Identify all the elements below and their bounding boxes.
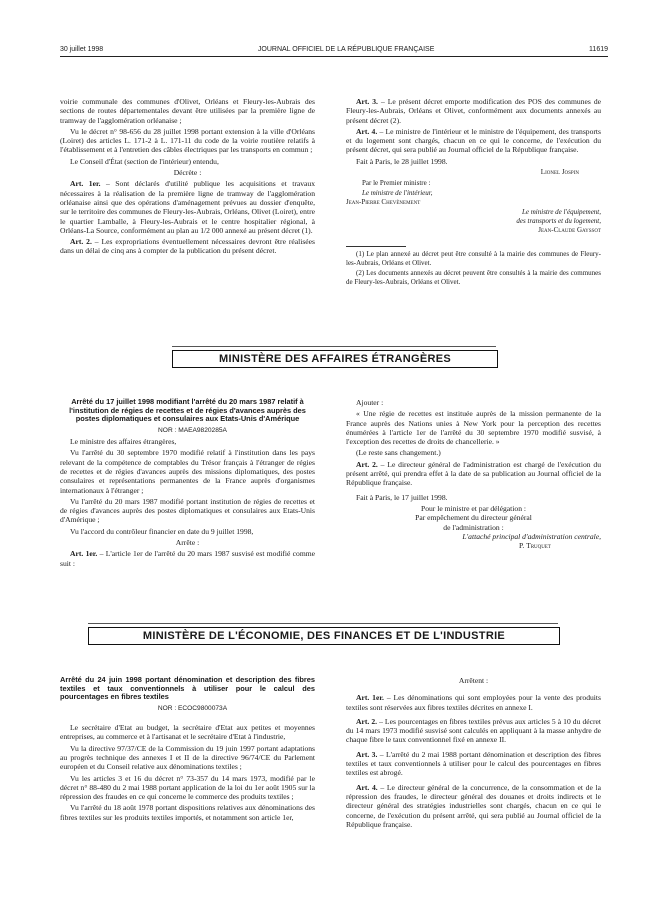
article-label: Art. 2. [356,459,378,469]
signatory-line: Par le Premier ministre : [362,178,431,187]
banner-rule [172,346,496,347]
signatory-title: L'attaché principal d'administration centrale, [462,531,601,541]
signatory-name: P. Truquet [519,541,551,551]
ministry-banner-economy: MINISTÈRE DE L'ÉCONOMIE, DES FINANCES ET DE L'INDUSTRIE [88,627,560,645]
article-text: – Les dénominations qui sont employées pour la vente des produits textiles sont réservées aux fibres textiles décrites en annexe I. [346,693,601,712]
signature-place-date: Fait à Paris, le 28 juillet 1998. [356,156,448,166]
signatory-line: Pour le ministre et par délégation : [420,503,527,513]
signatory-line: de l'administration : [443,522,504,532]
arrete-heading: Arrêtent : [458,676,489,685]
signatory-title: Le ministre de l'équipement, [522,208,601,217]
signatory-name: Lionel Jospin [540,168,579,177]
decree-column-right [346,97,601,289]
arrete-visa: Vu l'arrêté du 30 septembre 1970 modifié relatif à l'institution dans les pays relevant de la compétence de comptables du Trésor français à l'étranger de régies de recettes et de régies d'avances auprès des missions diplomatiques, des postes consulaires et représentations permanentes de la France auprès d'organismes internationaux à l'étranger ; [60,448,315,495]
arrete-title: Arrêté du 17 juillet 1998 modifiant l'arrêté du 20 mars 1987 relatif à l'institution de régies de recettes et de régies d'avances auprès des postes diplomatiques et consulaires aux Etats-Unis d'Amérique [69,397,306,424]
arrete-article [346,717,601,745]
footnote: (1) Le plan annexé au décret peut être consulté à la mairie des communes de Fleury-les-Aubrais, Orléans et Olivet. [346,250,601,267]
header-page-number: 11619 [589,46,608,53]
nor-reference: NOR : ECOC9800073A [157,704,228,712]
arrete-article [346,460,601,488]
arrete-article [60,549,315,568]
arrete-article [346,750,601,778]
arrete-article [346,693,601,712]
signatory-line: Par empêchement du directeur général [415,513,532,523]
decree-heading: Décrète : [173,168,202,178]
signatory-name: Jean-Pierre Chevènement [346,197,421,206]
decree-article [60,237,315,256]
article-text: – Le ministre de l'intérieur et le ministre de l'équipement, des transports et du logement sont chargés, chacun en ce qui le concerne, de l'exécution du présent décret, qui sera publié au Journal officiel de la République française. [346,126,601,155]
signature-place-date: Fait à Paris, le 17 juillet 1998. [356,492,448,502]
article-text: – L'arrêté du 2 mai 1988 portant dénomination et description des fibres textiles et taux conventionnels à utiliser pour le calcul des pourcentages en fibres textiles est abrogé. [346,749,601,778]
decree-article [346,127,601,155]
arrete-text: Le secrétaire d'Etat au budget, la secrétaire d'Etat aux petites et moyennes entreprises, au commerce et à l'artisanat et le secrétaire d'Etat à l'industrie, [60,723,315,742]
header-title: JOURNAL OFFICIEL DE LA RÉPUBLIQUE FRANÇAISE [257,46,435,53]
decree-visa: Le Conseil d'État (section de l'intérieur) entendu, [70,156,219,166]
header-date: 30 juillet 1998 [60,46,104,53]
arrete-article [346,783,601,829]
decree-article [60,179,315,235]
nor-reference: NOR : MAEA9820285A [158,426,227,434]
article-label: Art. 1er. [356,693,384,703]
arrete-title: Arrêté du 24 juin 1998 portant dénomination et description des fibres textiles et taux conventionnels à utiliser pour le calcul des pourcentages en fibres textiles [60,675,315,702]
arrete-text: Le ministre des affaires étrangères, [70,437,177,447]
arrete-quote: « Une régie de recettes est instituée auprès de la mission permanente de la France auprès des Nations unies à New York pour la perception des recettes énumérées à l'article 1er de l'arrêté du 30 septembre 1970 modifié susvisé, à l'exception des recettes de droits de chancellerie. » [346,409,601,447]
decree-text: voirie communale des communes d'Olivet, Orléans et Fleury-les-Aubrais des sections de routes départementales devant être utilisées par la première ligne de tramway de l'agglomération orléanaise ; [60,97,315,125]
article-text: – Les expropriations éventuellement nécessaires devront être réalisées dans un délai de cinq ans à compter de la publication du présent décret. [60,237,315,256]
arrete-visa: Vu la directive 97/37/CE de la Commission du 19 juin 1997 portant adaptations au progrès technique des annexes I et II de la directive 96/74/CE du Parlement européen et du Conseil relative aux dénominations textiles ; [60,743,315,772]
arrete-visa: Vu l'arrêté du 20 mars 1987 modifié portant institution de régies de recettes et de régies d'avances auprès des postes diplomatiques et consulaires aux Etats-Unis d'Amérique ; [60,496,315,525]
article-label: Art. 1er. [70,179,101,189]
article-label: Art. 4. [356,782,378,792]
arrete-column-left [60,398,315,570]
running-header [60,45,608,57]
article-label: Art. 1er. [70,549,98,559]
signatory-title: Le ministre de l'intérieur, [362,189,433,198]
ministry-banner-foreign-affairs: MINISTÈRE DES AFFAIRES ÉTRANGÈRES [172,350,498,368]
arrete-column-right [346,676,601,831]
article-label: Art. 2. [356,716,378,726]
arrete-visa: Vu l'accord du contrôleur financier en date du 9 juillet 1998, [70,526,254,536]
arrete-note: (Le reste sans changement.) [356,448,441,458]
article-text: – Le directeur général de l'administration est chargé de l'exécution du présent arrêté, qui prendra effet à la date de sa publication au Journal officiel de la République française. [346,459,601,488]
signatory-title: des transports et du logement, [516,217,601,226]
article-text: – L'article 1er de l'arrêté du 20 mars 1987 susvisé est modifié comme suit : [60,549,316,568]
arrete-visa: Vu les articles 3 et 16 du décret n° 73-357 du 14 mars 1973, modifié par le décret n° 88-480 du 2 mai 1988 portant application de la loi du 1er août 1905 sur la répression des fraudes en ce qui concerne le commerce des produits textiles ; [60,773,315,802]
footnote-rule [346,246,406,247]
decree-article [346,97,601,125]
article-label: Art. 4. [356,126,378,136]
footnote: (2) Les documents annexés au décret peuvent être consultés à la mairie des communes de Fleury-les-Aubrais, Orléans et Olivet. [346,269,601,287]
article-label: Art. 2. [70,237,92,247]
banner-rule [88,623,558,624]
article-text: – Le directeur général de la concurrence, de la consommation et de la répression des fraudes, le directeur général des douanes et droits indirects et le directeur général des stratégies industrielles sont chargés, chacun en ce qui le concerne, de l'exécution du présent arrêté, qui sera publié au Journal officiel de la République française. [346,782,601,829]
article-text: – Sont déclarés d'utilité publique les acquisitions et travaux nécessaires à la réalisation de la première ligne de tramway de l'agglomération orléanaise ainsi que des opérations d'aménagement prévues au dossier d'enquête, sur le territoire des communes de Fleury-les-Aubrais, Orléans, Olivet (Loiret), entre le quartier Lamballe, à Fleury-les-Aubrais et le centre hospitalier régional, à Orléans-La Source, conformément au plan au 1/2 000 annexé au présent décret (1). [60,179,315,235]
decree-visa: Vu le décret n° 98-656 du 28 juillet 1998 portant extension à la ville d'Orléans (Loiret) des articles L. 171-2 à L. 171-11 du code de la voirie routière relatifs à l'établissement et à l'entretien des câbles électriques par les transports en commun ; [60,126,315,155]
decree-column-left [60,97,315,258]
arrete-column-right [346,398,601,552]
article-label: Art. 3. [356,749,378,759]
arrete-visa: Vu l'arrêté du 18 août 1978 portant dispositions relatives aux dénominations des fibres textiles sur les produits textiles importés, et notamment son article 1er, [60,803,315,822]
article-label: Art. 3. [356,97,378,106]
article-text: – Le présent décret emporte modification des POS des communes de Fleury-les-Aubrais, Orléans et Olivet, conformément aux documents annexés au présent décret (2). [346,97,601,125]
arrete-heading: Ajouter : [356,398,384,407]
arrete-column-left [60,676,315,824]
signatory-name: Jean-Claude Gayssot [538,225,601,234]
arrete-heading: Arrête : [175,538,200,548]
article-text: – Les pourcentages en fibres textiles prévus aux articles 5 à 10 du décret du 14 mars 1973 modifié susvisé sont calculés en appliquant à la masse anhydre de chaque fibre le taux conventionnel fixé en annexe II. [346,716,601,745]
